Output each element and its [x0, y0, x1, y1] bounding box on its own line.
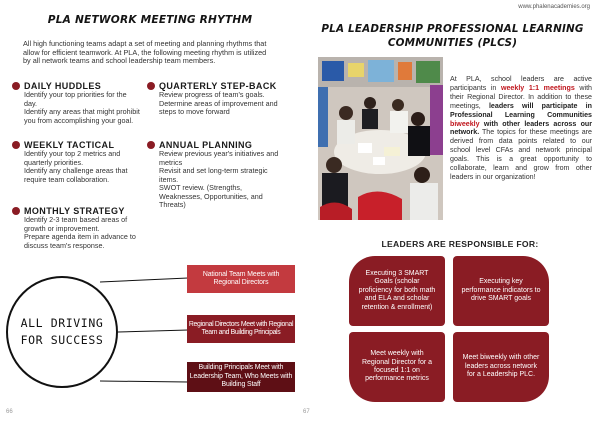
- flow-line: National Team Meets with: [202, 270, 280, 278]
- meeting-photo: [318, 57, 443, 220]
- block-line: Identify 2-3 team based areas of: [24, 215, 128, 224]
- flow-line: Regional Directors: [213, 279, 269, 286]
- quadrant-text: Executing key performance indicators to drive SMART goals: [461, 278, 541, 303]
- quadrant-text: Meet weekly with Regional Director for a focused 1:1 on performance metrics: [361, 350, 433, 383]
- block-line: Review previous year's initiatives and: [159, 149, 279, 158]
- block-line: quarterly priorities.: [24, 157, 84, 167]
- block-line: growth or improvement.: [24, 223, 100, 233]
- para-run: At PLA, school leaders are active participants in: [450, 75, 592, 92]
- flow-box-regional: [187, 315, 295, 343]
- quadrant-biweekly-plc: [453, 332, 549, 402]
- connector-line: [118, 330, 188, 332]
- website-url: www.phalenacademies.org: [518, 4, 590, 10]
- plc-title-line: PLA LEADERSHIP PROFESSIONAL LEARNING: [321, 23, 584, 35]
- plc-title-line: COMMUNITIES (PLCS): [387, 37, 518, 49]
- flow-box-principals: [187, 362, 295, 392]
- right-page: [300, 0, 600, 424]
- block-line: Identify your top priorities for the: [24, 90, 127, 99]
- block-line: you from accomplishing your goal.: [24, 115, 134, 125]
- flow-line: Building Principals Meet with: [198, 364, 284, 372]
- quadrant-text: Meet biweekly with other leaders across network for a Leadership PLC.: [462, 354, 540, 379]
- block-title: WEEKLY TACTICAL: [24, 140, 115, 150]
- para-run-bold: with other leaders across our network.: [450, 119, 592, 137]
- block-line: Identify any challenge areas that: [24, 166, 128, 175]
- block-line: Identify your top 2 metrics and: [24, 149, 121, 158]
- flow-line: Regional Directors Meet with Regional: [188, 320, 294, 328]
- all-driving-circle: [6, 276, 118, 388]
- block-line: Determine areas of improvement and: [159, 98, 278, 108]
- quadrant-smart-goals: [349, 256, 445, 326]
- para-run-highlight: biweekly: [450, 119, 480, 128]
- circle-line: ALL DRIVING: [20, 316, 104, 330]
- intro-line: All high functioning teams adapt a set of meeting and planning rhythms that: [23, 39, 267, 48]
- connector-line: [100, 278, 188, 282]
- intro-line: by all network teams and school leadership team members.: [23, 56, 216, 66]
- block-line: require team collaboration.: [24, 174, 110, 184]
- block-title: QUARTERLY STEP-BACK: [159, 81, 277, 91]
- quadrant-weekly-meet: [349, 332, 445, 402]
- block-title: ANNUAL PLANNING: [159, 140, 253, 150]
- block-line: Weaknesses, Opportunities, and: [159, 191, 263, 201]
- block-line: discuss team's response.: [24, 240, 105, 250]
- block-line: day.: [24, 98, 38, 108]
- circle-line: FOR SUCCESS: [20, 333, 104, 347]
- para-run-bold: leaders will participate in Professional Learning Communities: [450, 101, 592, 119]
- block-line: metrics: [159, 157, 183, 167]
- meeting-photo-illustration: [318, 57, 443, 220]
- block-line: SWOT review. (Strengths,: [159, 183, 242, 192]
- connector-line: [100, 381, 188, 382]
- page-number-right: 67: [303, 409, 310, 415]
- intro-line: allow for efficient teamwork. At PLA, the following meeting rhythm is utilized: [23, 47, 267, 57]
- block-line: Threats): [159, 200, 186, 209]
- quadrant-kpis: [453, 256, 549, 326]
- flow-line: Building Staff: [221, 381, 261, 389]
- para-run-highlight: weekly 1:1 meetings: [500, 83, 575, 92]
- block-line: Identify any areas that might prohibit: [24, 107, 140, 116]
- block-line: Revisit and set long-term strategic: [159, 166, 268, 175]
- plc-paragraph: [450, 75, 592, 182]
- para-run: The topics for these meetings are derived from data points related to our school level CFAs and network principal goals. This is a great opportunity to collaborate, learn and grow from other leaders in our organization!: [450, 128, 592, 181]
- plc-title: [320, 22, 585, 50]
- network-rhythm-title: PLA NETWORK MEETING RHYTHM: [47, 14, 253, 26]
- para-run: with their Regional Director. In addition to these meetings,: [450, 83, 592, 110]
- flow-line: Team and Building Principals: [201, 329, 281, 336]
- flow-line: Leadership Team, Who Meets with: [189, 372, 293, 380]
- block-line: items.: [159, 174, 179, 184]
- responsible-title: LEADERS ARE RESPONSIBLE FOR:: [381, 239, 539, 249]
- page-number-left: 66: [6, 409, 13, 415]
- flow-box-national: [187, 265, 295, 293]
- block-line: Prepare agenda item in advance to: [24, 232, 136, 241]
- block-line: steps to move forward: [159, 107, 230, 116]
- block-line: Review progress of team's goals.: [159, 90, 265, 99]
- block-title: MONTHLY STRATEGY: [24, 206, 125, 216]
- block-title: DAILY HUDDLES: [24, 81, 102, 91]
- quadrant-text: Executing 3 SMART Goals (scholar proficiency for both math and ELA and scholar retention & enrollment): [358, 269, 436, 311]
